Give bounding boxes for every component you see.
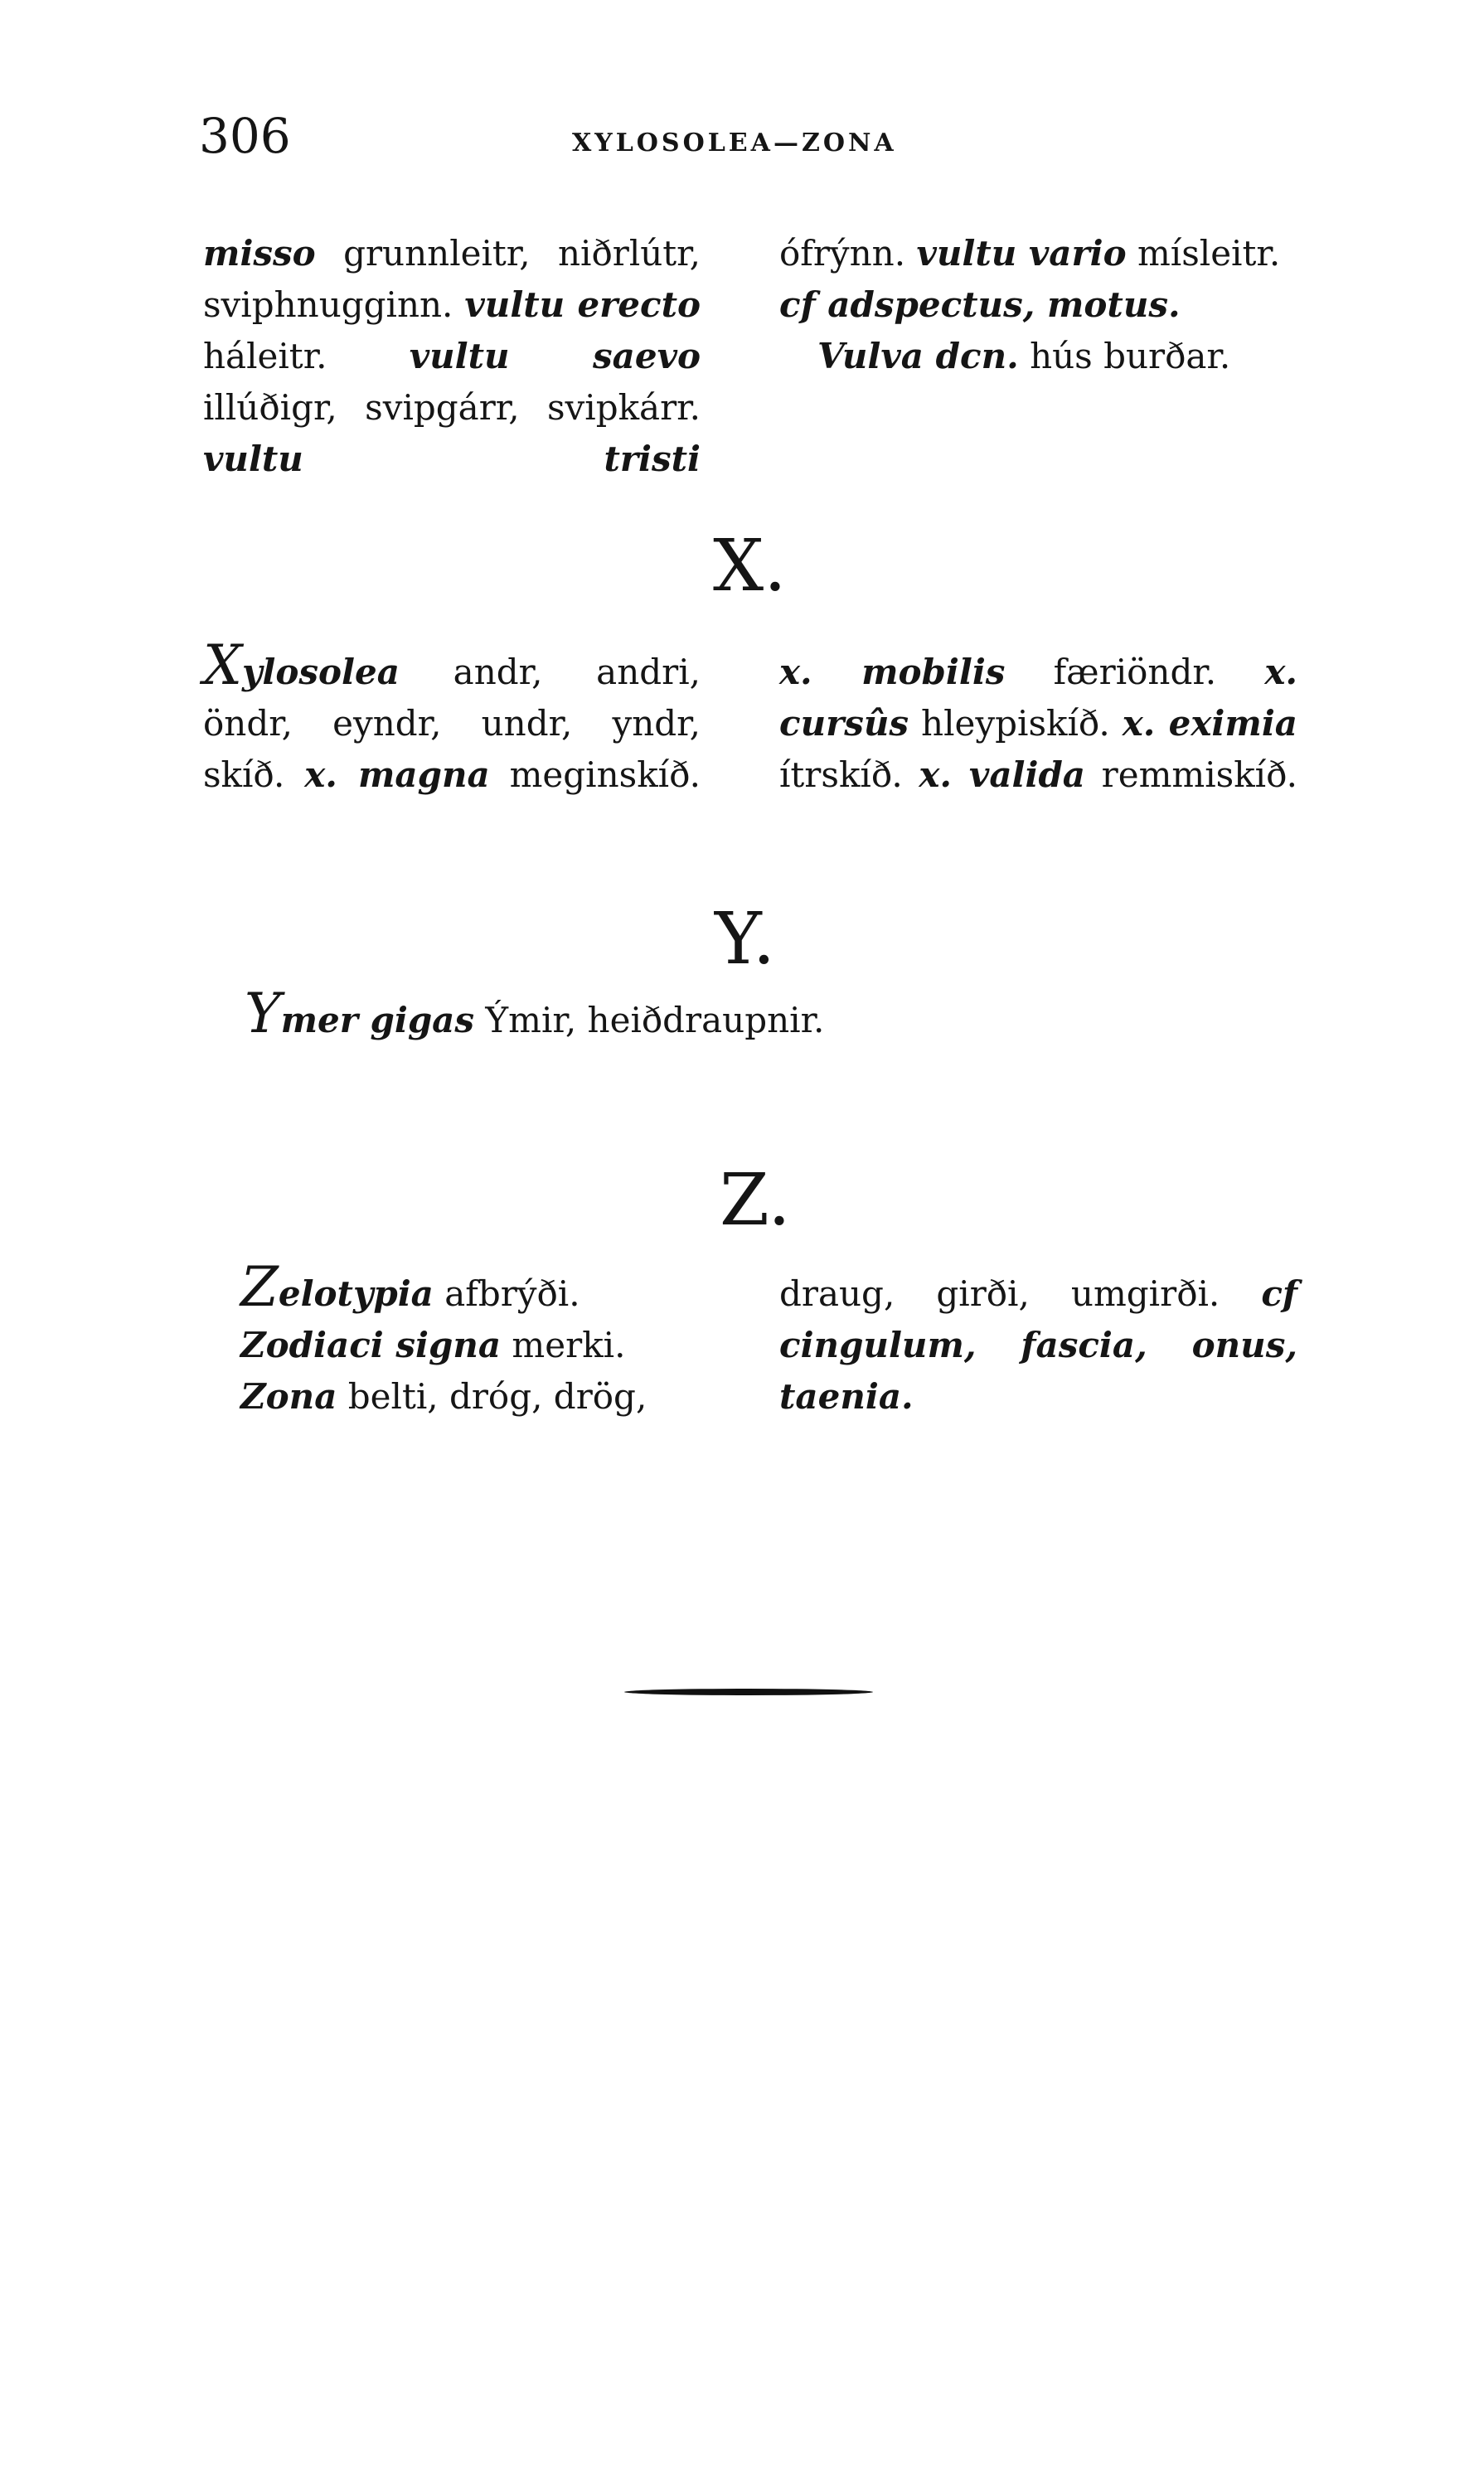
entry-definition: háleitr. <box>203 336 410 376</box>
entry-phrase: vultu saevo <box>409 336 701 376</box>
entry-phrase: misso <box>203 233 316 274</box>
end-rule <box>624 1689 873 1695</box>
entry-definition: merki. <box>501 1325 626 1365</box>
entry-xylosolea-continuation <box>779 647 1297 801</box>
entry-definition: Ýmir, heiðdraupnir. <box>474 1000 825 1040</box>
section-letter-x: X. <box>713 525 787 608</box>
entry-phrase: vultu vario <box>916 233 1127 274</box>
entry-phrase: x. magna <box>304 754 490 795</box>
entry-phrase: vultu erecto <box>464 284 701 325</box>
entry-initial: X <box>203 633 242 697</box>
entry-xylosolea <box>203 633 701 801</box>
entry-cross-reference: cf cingulum, fascia, onus, taenia. <box>779 1273 1297 1417</box>
entry-lemma: ylosolea <box>242 652 400 692</box>
entry-definition: hleypiskíð. <box>909 703 1123 744</box>
entry-lemma: Vulva dcn. <box>817 336 1019 376</box>
entry-phrase: vultu tristi <box>203 439 701 479</box>
entry-phrase: x. cursûs <box>779 652 1297 744</box>
entry-phrase: x. mobilis <box>779 652 1006 692</box>
entry-vultus-continuation-left <box>203 228 701 485</box>
entry-definition: andr, andri, öndr, eyndr, undr, yndr, skíð. <box>203 652 701 795</box>
entry-initial: Y <box>245 982 281 1045</box>
entry-definition: hús burðar. <box>1018 336 1231 376</box>
entry-definition: meginskíð. <box>489 754 701 795</box>
entry-ymer <box>245 982 1322 1046</box>
entry-definition: ítrskíð. <box>779 754 919 795</box>
entry-definition: remmiskíð. <box>1085 754 1298 795</box>
entry-vultus-continuation-right <box>779 228 1297 382</box>
entry-lemma: Zodiaci signa <box>240 1325 502 1365</box>
entry-cross-reference: cf adspectus, motus. <box>779 284 1181 325</box>
entry-phrase: x. valida <box>919 754 1086 795</box>
entry-lemma: Zona <box>240 1376 337 1417</box>
entry-definition: illúðigr, svipgárr, svipkárr. <box>203 387 701 428</box>
entry-definition: belti, dróg, drög, <box>337 1376 647 1417</box>
entry-definition: ófrýnn. <box>779 233 917 274</box>
section-letter-y: Y. <box>715 898 776 981</box>
entry-zona-continuation <box>779 1268 1297 1423</box>
entry-definition: mísleitr. <box>1126 233 1281 274</box>
entry-definition: draug, girði, umgirði. <box>779 1273 1262 1314</box>
entry-definition: grunnleitr, niðrlútr, sviphnugginn. <box>203 233 701 325</box>
entries-z-left <box>240 1255 701 1423</box>
entry-definition: afbrýði. <box>433 1273 580 1314</box>
entry-lemma: mer gigas <box>280 1000 475 1040</box>
entry-initial: Z <box>240 1255 279 1319</box>
section-letter-z: Z. <box>720 1159 791 1242</box>
entry-definition: færiöndr. <box>1005 652 1265 692</box>
entry-phrase: x. eximia <box>1122 703 1297 744</box>
entry-lemma: elotypia <box>278 1273 434 1314</box>
running-head: XYLOSOLEA—ZONA <box>572 128 897 158</box>
page-number: 306 <box>199 108 291 164</box>
